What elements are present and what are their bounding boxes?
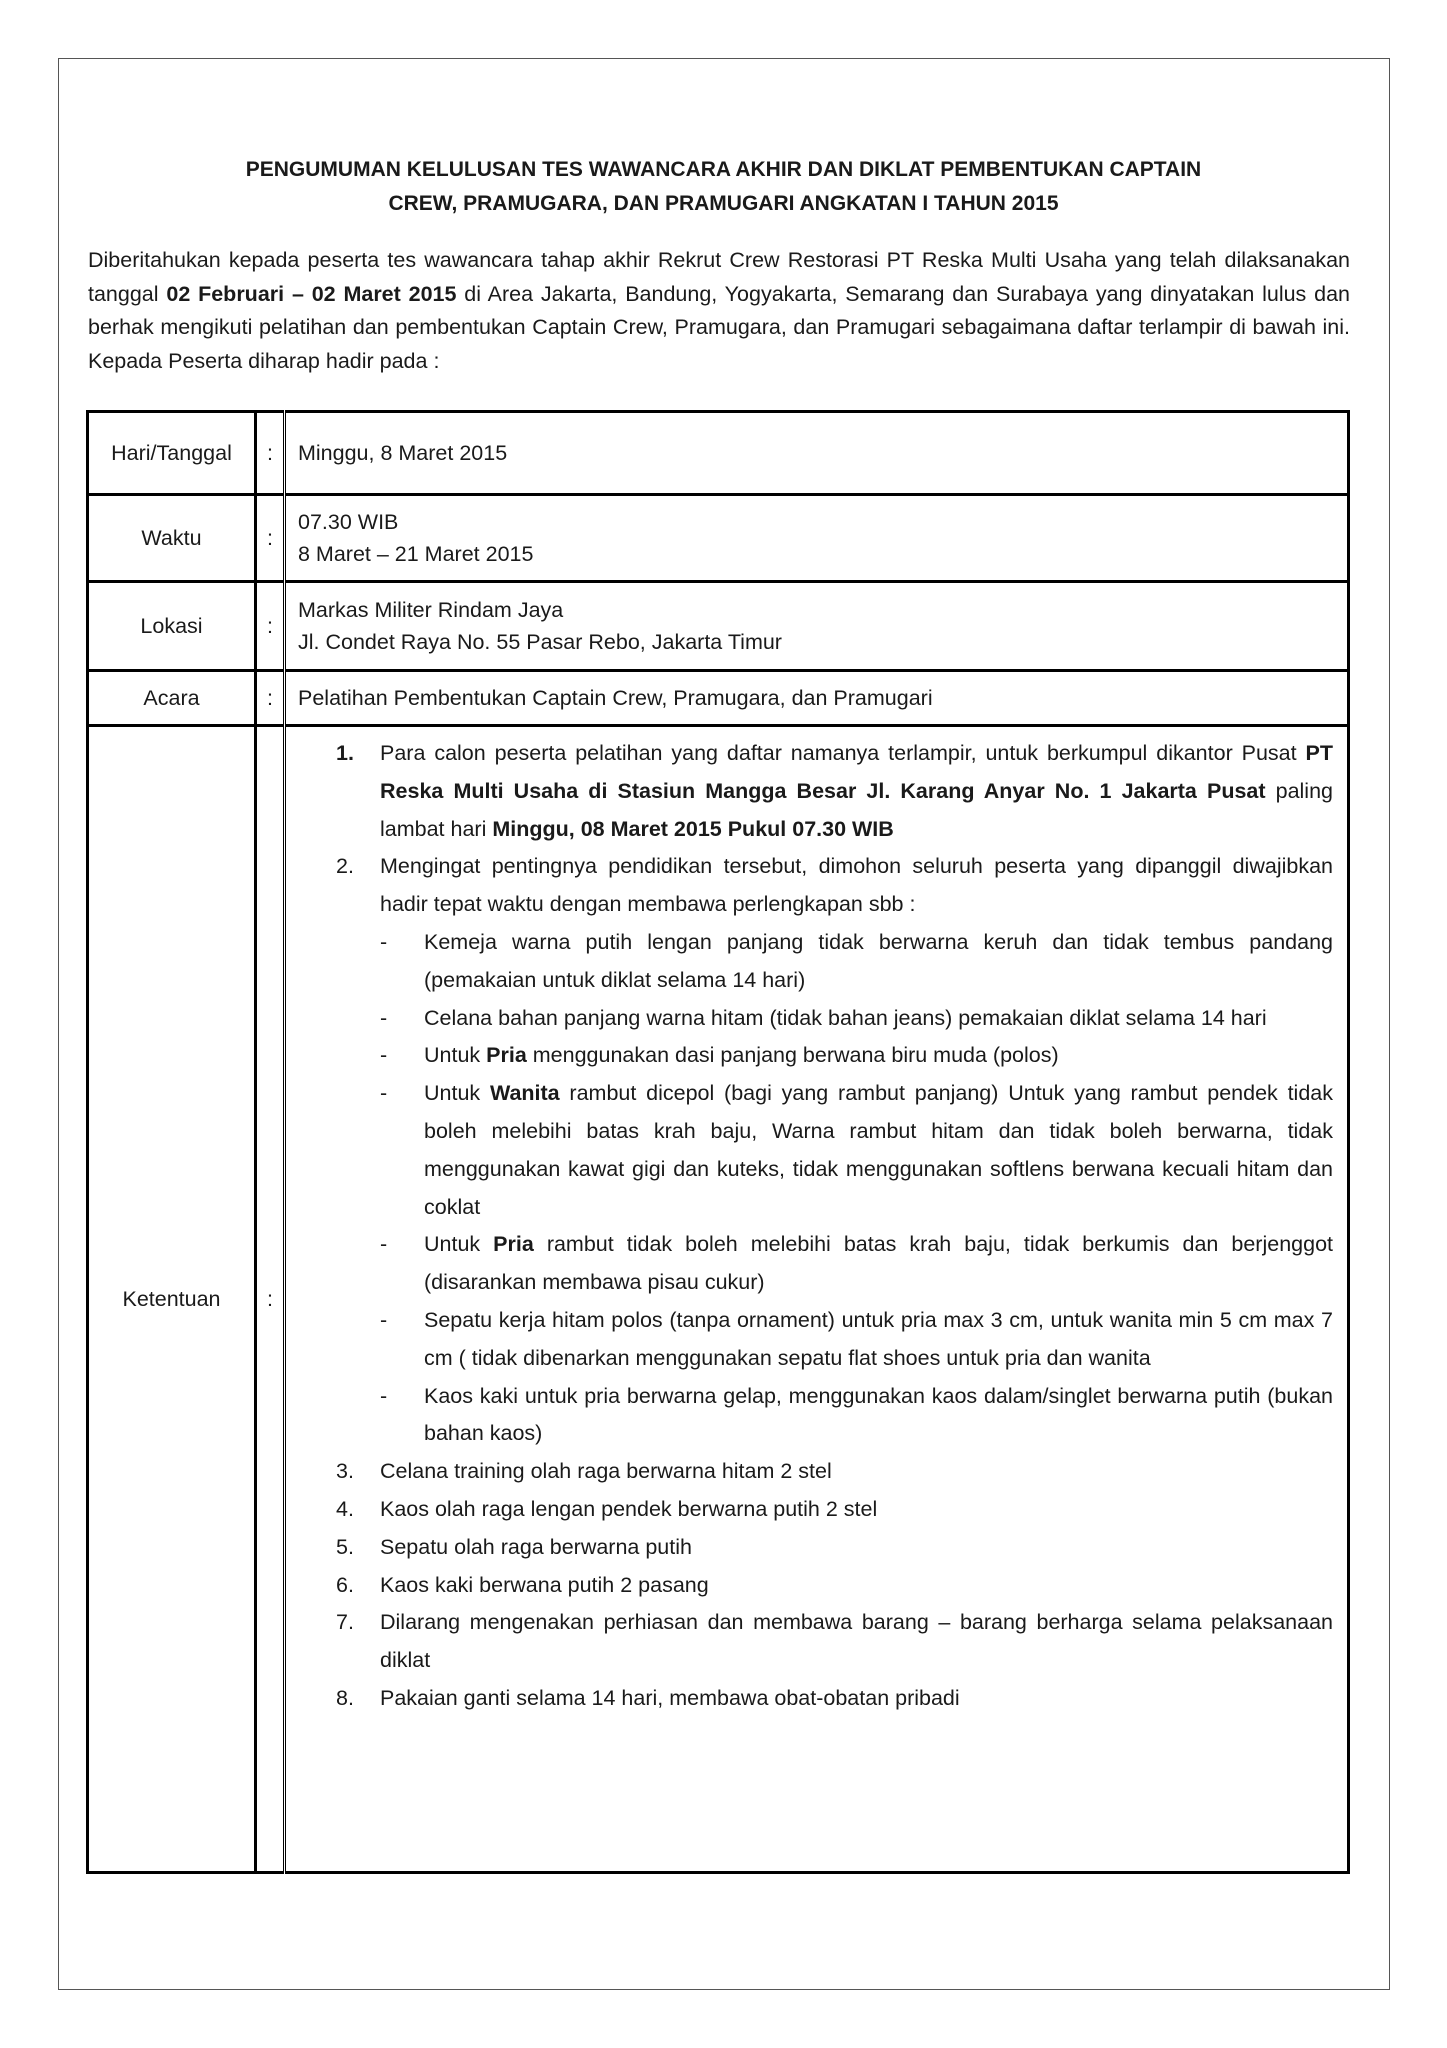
item-number: 5. bbox=[336, 1534, 354, 1559]
item-text: Celana training olah raga berwarna hitam 2 stel bbox=[380, 1459, 832, 1484]
list-item bbox=[286, 848, 1333, 1453]
waktu-dates: 8 Maret – 21 Maret 2015 bbox=[298, 542, 534, 566]
sub-list-item bbox=[380, 924, 1333, 1000]
sub-item-text: Untuk bbox=[424, 1043, 487, 1068]
item-number: 7. bbox=[336, 1610, 354, 1635]
sub-item-text: rambut tidak boleh melebihi batas krah baju, tidak berkumis dan berjenggot (disarankan membawa pisau cukur) bbox=[424, 1232, 1333, 1295]
list-item bbox=[286, 1453, 1333, 1491]
sub-list-item bbox=[380, 1378, 1333, 1454]
item-text: Para calon peserta pelatihan yang daftar namanya terlampir, untuk berkumpul dikantor Pusat bbox=[380, 741, 1306, 765]
row-waktu bbox=[88, 495, 1349, 582]
document-title bbox=[90, 153, 1357, 221]
list-item bbox=[286, 1529, 1333, 1567]
item-number: 6. bbox=[336, 1572, 354, 1597]
title-line-2: CREW, PRAMUGARA, DAN PRAMUGARI ANGKATAN I TAHUN 2015 bbox=[388, 192, 1059, 215]
intro-text-2: di Area Jakarta, Bandung, Yogyakarta, Semarang dan Surabaya yang dinyatakan lulus dan berhak mengikuti pelatihan dan pembentukan Captain Crew, Pramugara, dan Pramugari sebagaimana daftar terlampir di bawah ini. Kepada Peserta diharap hadir pada : bbox=[88, 281, 1351, 373]
item-text: Kaos olah raga lengan pendek berwarna putih 2 stel bbox=[380, 1496, 878, 1521]
item-text: Kaos kaki berwana putih 2 pasang bbox=[380, 1572, 709, 1597]
item-number: 3. bbox=[336, 1459, 354, 1484]
item-number: 2. bbox=[336, 854, 354, 879]
dash: - bbox=[380, 1232, 388, 1257]
item-number: 8. bbox=[336, 1685, 354, 1710]
colon: : bbox=[256, 582, 285, 671]
sub-item-text: Kemeja warna putih lengan panjang tidak berwarna keruh dan tidak tembus pandang (pemakaian untuk diklat selama 14 hari) bbox=[424, 929, 1333, 992]
sub-item-text: Celana bahan panjang warna hitam (tidak bahan jeans) pemakaian diklat selama 14 hari bbox=[424, 1005, 1267, 1030]
sub-item-text: Untuk bbox=[424, 1081, 490, 1106]
list-item bbox=[286, 1680, 1333, 1718]
lokasi-address: Jl. Condet Raya No. 55 Pasar Rebo, Jakarta Timur bbox=[298, 630, 782, 654]
label-ketentuan: Ketentuan bbox=[88, 726, 256, 1873]
value-lokasi bbox=[285, 582, 1349, 671]
waktu-time: 07.30 WIB bbox=[298, 510, 399, 534]
sub-item-text: Kaos kaki untuk pria berwarna gelap, menggunakan kaos dalam/singlet berwarna putih (bukan bahan kaos) bbox=[424, 1383, 1333, 1446]
sub-list-item bbox=[380, 1226, 1333, 1302]
ketentuan-list bbox=[286, 735, 1333, 1718]
dash: - bbox=[380, 1307, 388, 1332]
schedule-table bbox=[86, 410, 1350, 1874]
dash: - bbox=[380, 1383, 388, 1408]
label-waktu: Waktu bbox=[88, 495, 256, 582]
title-line-1: PENGUMUMAN KELULUSAN TES WAWANCARA AKHIR DAN DIKLAT PEMBENTUKAN CAPTAIN bbox=[245, 158, 1202, 181]
item-text: Mengingat pentingnya pendidikan tersebut, dimohon seluruh peserta yang dipanggil diwajibkan hadir tepat waktu dengan membawa perlengkapan sbb : bbox=[380, 854, 1333, 917]
item-text: Dilarang mengenakan perhiasan dan membawa barang – barang berharga selama pelaksanaan diklat bbox=[380, 1610, 1333, 1673]
sub-item-bold: Wanita bbox=[489, 1081, 560, 1106]
colon: : bbox=[256, 412, 285, 495]
list-item bbox=[286, 1491, 1333, 1529]
item-text: Sepatu olah raga berwarna putih bbox=[380, 1534, 692, 1559]
dash: - bbox=[380, 1081, 388, 1106]
label-lokasi: Lokasi bbox=[88, 582, 256, 671]
sub-list-item bbox=[380, 1037, 1333, 1075]
intro-paragraph bbox=[88, 244, 1350, 378]
value-waktu bbox=[285, 495, 1349, 582]
item-bold-text: PT Reska Multi Usaha di Stasiun Mangga Besar Jl. Karang Anyar No. 1 Jakarta Pusat bbox=[380, 741, 1333, 803]
sub-item-bold: Pria bbox=[486, 1043, 527, 1068]
item-number: 4. bbox=[336, 1496, 354, 1521]
value-hari-tanggal: Minggu, 8 Maret 2015 bbox=[285, 412, 1349, 495]
item-bold-text: Minggu, 08 Maret 2015 Pukul 07.30 WIB bbox=[492, 816, 894, 841]
list-item bbox=[286, 735, 1333, 848]
ketentuan-list-cell bbox=[285, 726, 1349, 1873]
item-text: Pakaian ganti selama 14 hari, membawa obat-obatan pribadi bbox=[380, 1685, 960, 1710]
item-text: paling lambat hari bbox=[380, 778, 1334, 841]
sub-item-text: menggunakan dasi panjang berwana biru muda (polos) bbox=[526, 1043, 1059, 1068]
dash: - bbox=[380, 929, 388, 954]
equipment-sublist bbox=[380, 924, 1333, 1453]
dash: - bbox=[380, 1043, 388, 1068]
row-hari-tanggal bbox=[88, 412, 1349, 495]
colon: : bbox=[256, 495, 285, 582]
item-number: 1. bbox=[336, 741, 354, 765]
colon: : bbox=[256, 671, 285, 726]
sub-list-item bbox=[380, 1075, 1333, 1226]
list-item bbox=[286, 1604, 1333, 1680]
sub-list-item bbox=[380, 1000, 1333, 1038]
label-acara: Acara bbox=[88, 671, 256, 726]
sub-item-text: rambut dicepol (bagi yang rambut panjang) Untuk yang rambut pendek tidak boleh melebihi batas krah baju, Warna rambut hitam dan tidak boleh berwarna, tidak menggunakan kawat gigi dan kuteks, tidak menggunakan softlens berwana kecuali hitam dan coklat bbox=[424, 1081, 1333, 1219]
lokasi-name: Markas Militer Rindam Jaya bbox=[298, 598, 564, 622]
row-acara bbox=[88, 671, 1349, 726]
label-hari-tanggal: Hari/Tanggal bbox=[88, 412, 256, 495]
value-acara: Pelatihan Pembentukan Captain Crew, Pramugara, dan Pramugari bbox=[285, 671, 1349, 726]
dash: - bbox=[380, 1005, 388, 1030]
row-ketentuan bbox=[88, 726, 1349, 1873]
sub-item-bold: Pria bbox=[493, 1232, 534, 1257]
sub-item-text: Untuk bbox=[424, 1232, 494, 1257]
colon: : bbox=[256, 726, 285, 1873]
row-lokasi bbox=[88, 582, 1349, 671]
list-item bbox=[286, 1567, 1333, 1605]
sub-item-text: Sepatu kerja hitam polos (tanpa ornament) untuk pria max 3 cm, untuk wanita min 5 cm max 7 cm ( tidak dibenarkan menggunakan sepatu flat shoes untuk pria dan wanita bbox=[424, 1307, 1333, 1370]
intro-text-1: Diberitahukan kepada peserta tes wawancara tahap akhir Rekrut Crew Restorasi PT Reska Multi Usaha yang telah dilaksanakan tanggal bbox=[88, 248, 1350, 306]
sub-list-item bbox=[380, 1302, 1333, 1378]
intro-date: 02 Februari – 02 Maret 2015 bbox=[166, 281, 457, 306]
